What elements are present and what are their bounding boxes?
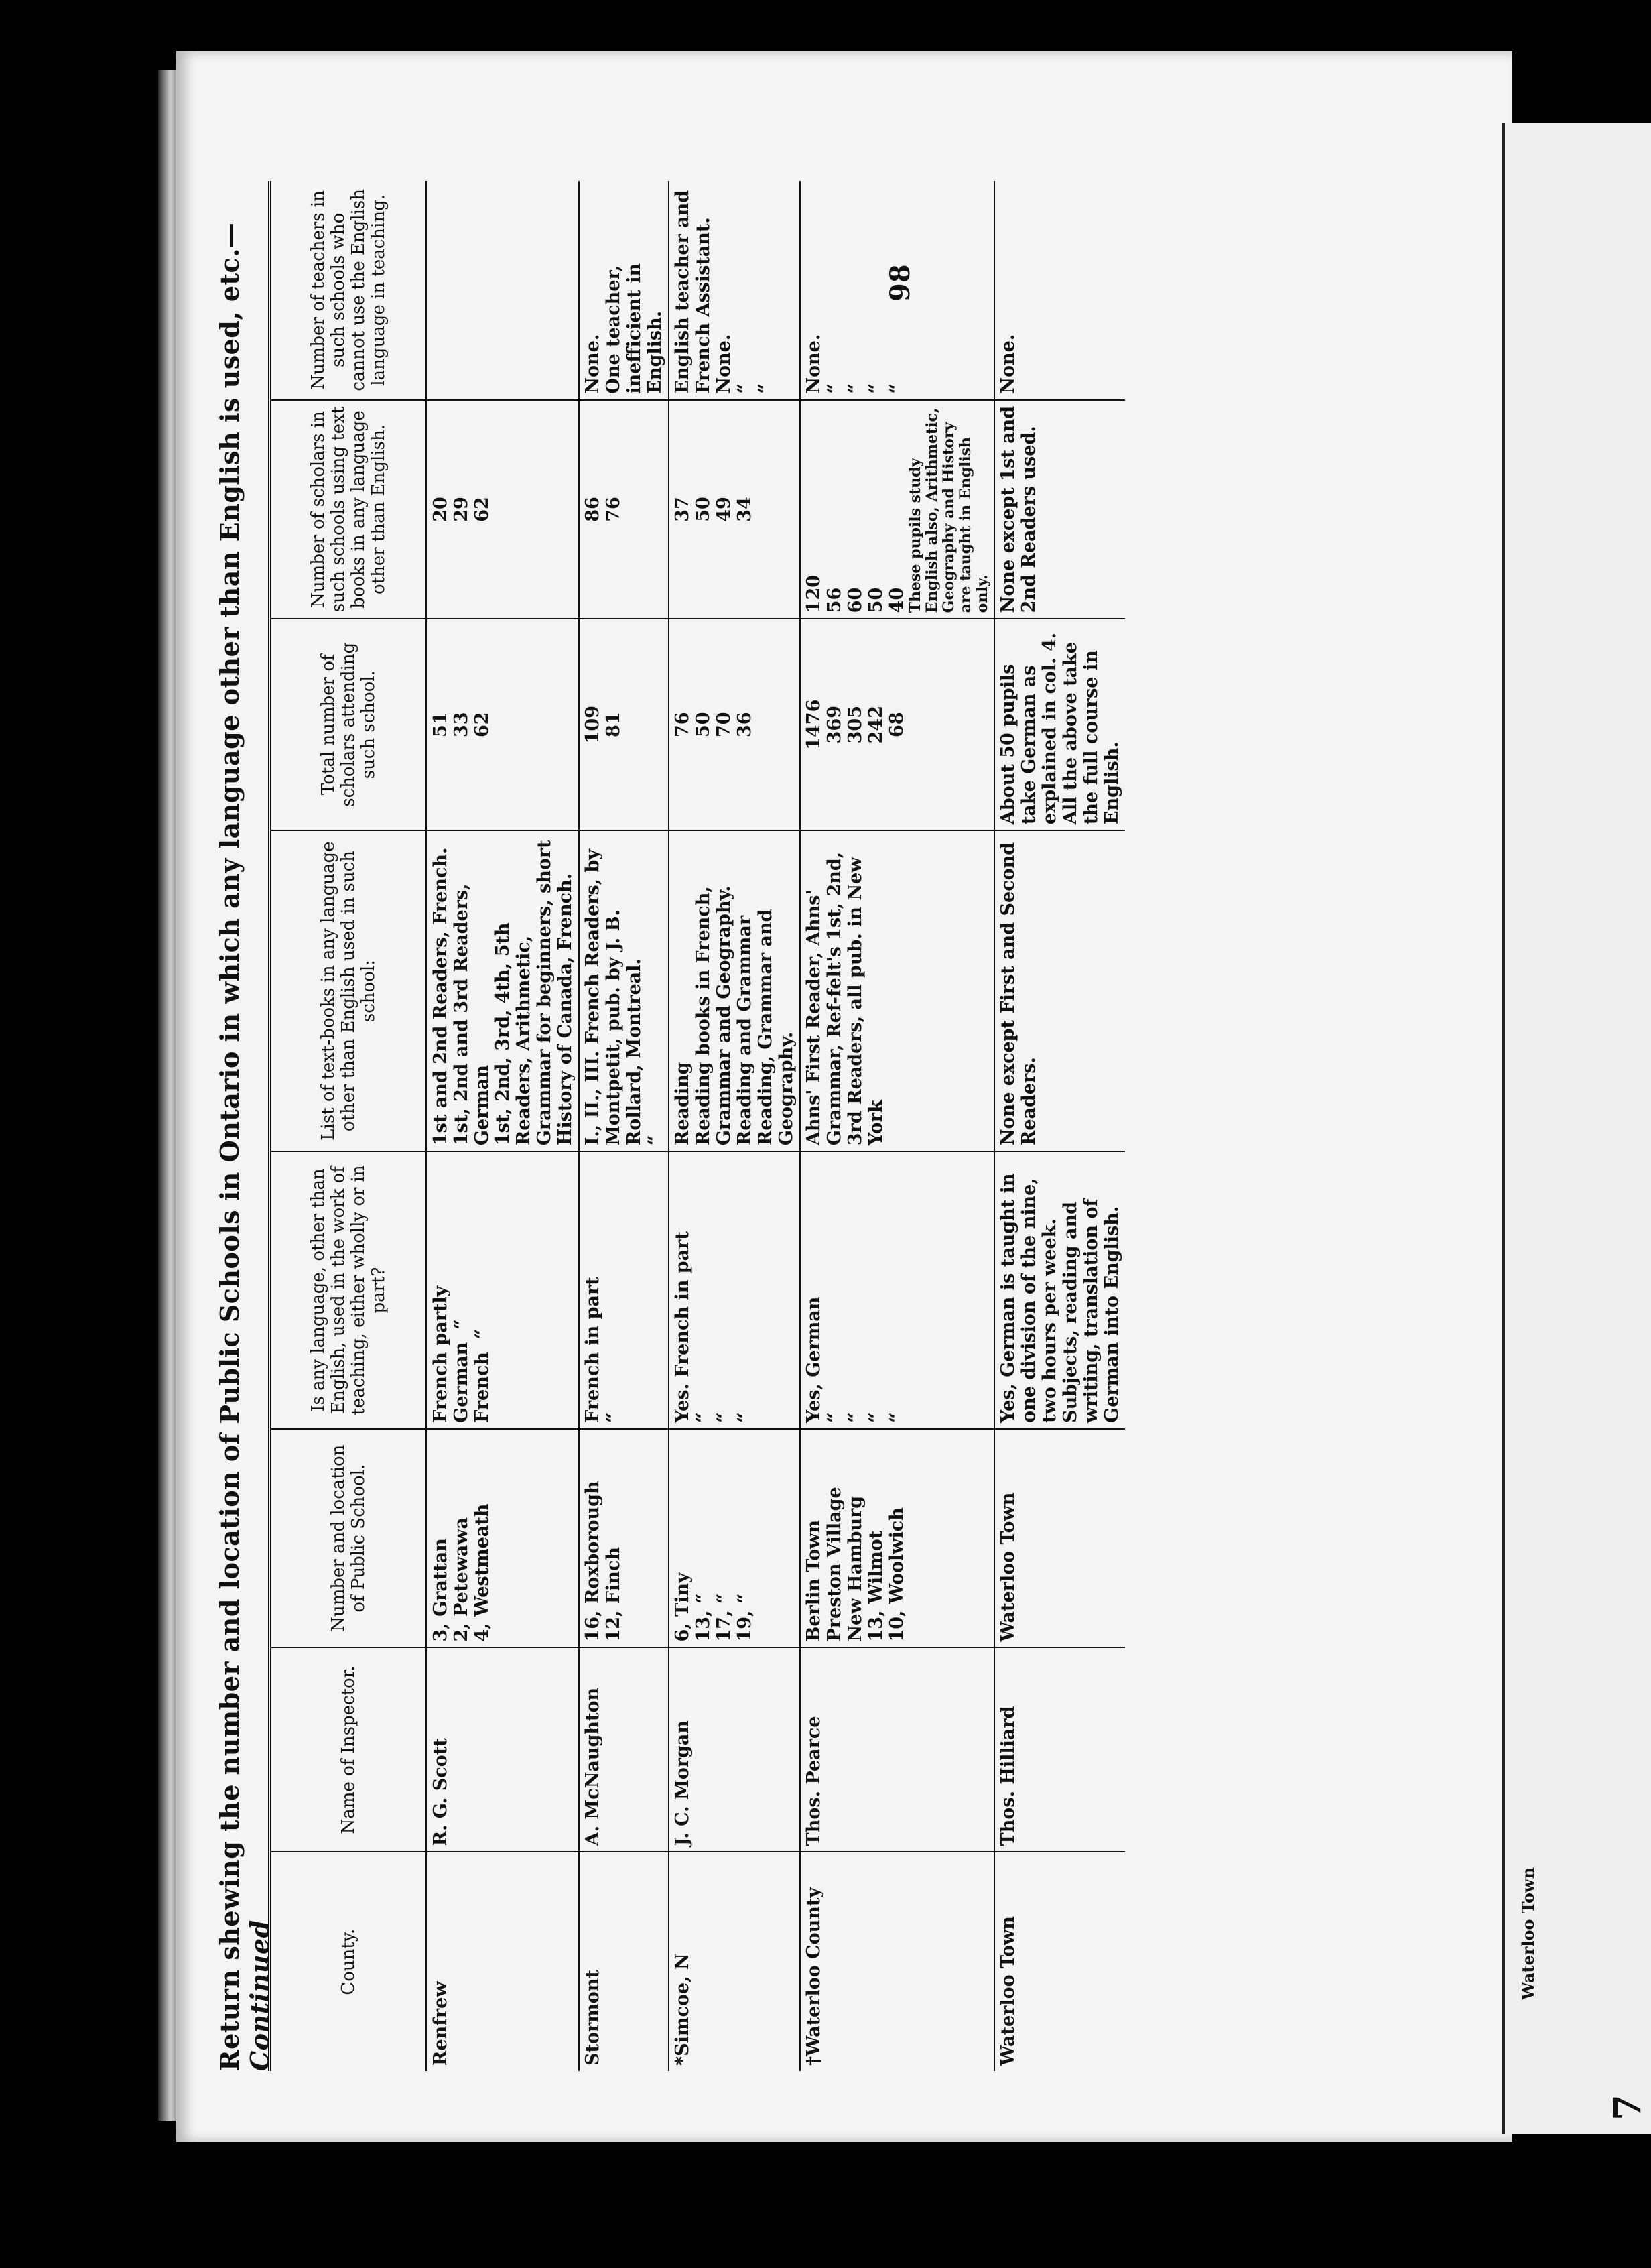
total-value: 81 bbox=[603, 712, 624, 737]
teachers-entry: “ bbox=[886, 383, 907, 394]
language-entry: “ bbox=[886, 1412, 907, 1423]
total-value: 51 bbox=[430, 712, 451, 737]
language-entry: “ bbox=[824, 1412, 845, 1423]
cell-inspector: J. C. Morgan bbox=[669, 1648, 800, 1852]
using-value: 34 bbox=[734, 497, 755, 522]
school-entry: 2, Petewawa bbox=[451, 1517, 472, 1642]
using-value: 20 bbox=[430, 497, 451, 522]
textbook-entry: Reading books in French, Grammar and Geography. bbox=[693, 879, 734, 1146]
school-entry: 12, Finch bbox=[603, 1547, 624, 1642]
textbook-entry: I., II., III. French Readers, by Montpetit, pub. by J. B. Rollard, Montreal. bbox=[582, 842, 645, 1146]
school-entry: 4, Westmeath bbox=[472, 1503, 492, 1642]
using-value: 40 bbox=[886, 587, 907, 613]
cell-textbooks bbox=[579, 830, 669, 1151]
cell-textbooks: None except First and Second Readers. bbox=[994, 830, 1125, 1151]
teachers-entry: “ bbox=[824, 383, 845, 394]
school-entry: 19, “ bbox=[734, 1593, 755, 1642]
using-note: These pupils study English also, Arithmetic, Geography and History are taught in English only. bbox=[907, 402, 991, 613]
total-value: 242 bbox=[866, 706, 886, 744]
using-value: 62 bbox=[472, 497, 492, 522]
language-entry: French “ bbox=[472, 1328, 492, 1423]
table-row-simcoe bbox=[669, 181, 800, 2071]
school-entry: 13, Wilmot bbox=[866, 1530, 886, 1642]
cell-language: Yes, German is taught in one division of the nine, two hours per week. Subjects, reading and writing, translation of German into English. bbox=[994, 1151, 1125, 1429]
using-value: 50 bbox=[866, 587, 886, 613]
language-entry: Yes. French in part bbox=[672, 1231, 693, 1423]
using-value: 37 bbox=[672, 497, 693, 522]
cell-schools bbox=[427, 1429, 580, 1648]
cell-using bbox=[427, 400, 580, 619]
language-entry: German “ bbox=[451, 1319, 472, 1423]
teachers-entry: None. bbox=[582, 334, 603, 394]
total-value: 50 bbox=[693, 712, 714, 737]
cell-schools bbox=[579, 1429, 669, 1648]
textbook-entry: 1st and 2nd Readers, French. bbox=[430, 847, 451, 1146]
textbook-entry: “ bbox=[645, 1135, 665, 1146]
cell-total bbox=[800, 619, 994, 830]
cell-teachers bbox=[800, 181, 994, 400]
table-header-row bbox=[270, 181, 427, 2071]
cell-using bbox=[579, 400, 669, 619]
cell-county: Stormont bbox=[579, 1852, 669, 2071]
col-header-using: Number of scholars in such schools using text books in any language other than English. bbox=[270, 400, 427, 619]
rotated-table-block bbox=[194, 60, 1467, 2098]
table-row-waterloo-county bbox=[800, 181, 994, 2071]
textbook-entry: Reading bbox=[672, 1062, 693, 1146]
total-value: 305 bbox=[845, 706, 866, 744]
school-entry: Preston Village bbox=[824, 1487, 845, 1642]
adjacent-page-text: Waterloo Town bbox=[1518, 1867, 1538, 2000]
total-value: 33 bbox=[451, 712, 472, 737]
total-value: 1476 bbox=[803, 699, 824, 750]
title-continued: Continued bbox=[245, 1919, 275, 2071]
cell-total bbox=[669, 619, 800, 830]
language-entry: French partly bbox=[430, 1285, 451, 1423]
cell-teachers: None. bbox=[998, 334, 1018, 394]
table-row-renfrew bbox=[427, 181, 580, 2071]
total-value: 109 bbox=[582, 706, 603, 744]
cell-county: †Waterloo County bbox=[800, 1852, 994, 2071]
school-entry: 16, Roxborough bbox=[582, 1480, 603, 1642]
total-value: 76 bbox=[672, 712, 693, 737]
using-value: 120 bbox=[803, 574, 824, 613]
cell-using bbox=[669, 400, 800, 619]
cell-teachers bbox=[579, 181, 669, 400]
cell-using bbox=[800, 400, 994, 619]
school-entry: 10, Woolwich bbox=[886, 1507, 907, 1642]
cell-textbooks bbox=[427, 830, 580, 1151]
language-entry: “ bbox=[693, 1412, 714, 1423]
cell-textbooks: Ahns' First Reader, Ahns' Grammar, Ref-felt's 1st, 2nd, 3rd Readers, all pub. in New York bbox=[800, 830, 994, 1151]
cell-textbooks bbox=[669, 830, 800, 1151]
cell-teachers bbox=[669, 181, 800, 400]
col-header-county: County. bbox=[270, 1852, 427, 2071]
using-value: 60 bbox=[845, 587, 866, 613]
school-entry: 6, Tiny bbox=[672, 1572, 693, 1642]
teachers-entry: “ bbox=[734, 383, 755, 394]
language-entry: “ bbox=[714, 1412, 734, 1423]
textbook-entry: 1st, 2nd, 3rd, 4th, 5th Readers, Arithmetic, Grammar for beginners, short History of Canada, French. bbox=[492, 834, 576, 1146]
language-entry: “ bbox=[734, 1412, 755, 1423]
book-spine bbox=[158, 70, 176, 2121]
teachers-entry: English teacher and French Assistant. bbox=[672, 184, 714, 394]
cell-schools bbox=[669, 1429, 800, 1648]
using-value: 86 bbox=[582, 497, 603, 522]
school-entry: Berlin Town bbox=[803, 1519, 824, 1642]
textbook-entry: Reading, Grammar and Geography. bbox=[755, 903, 797, 1146]
col-header-total: Total number of scholars attending such school. bbox=[270, 619, 427, 830]
using-value: 76 bbox=[603, 497, 624, 522]
cell-using: None except 1st and 2nd Readers used. bbox=[994, 400, 1125, 619]
language-entry: Yes, German bbox=[803, 1296, 824, 1423]
school-entry: 17, “ bbox=[714, 1593, 734, 1642]
adjacent-page-mark: 7 bbox=[1605, 2094, 1650, 2121]
school-entry: New Hamburg bbox=[845, 1495, 866, 1642]
title-main: Return shewing the number and location of Public Schools in Ontario in which any language other than English is used, etc.— bbox=[214, 222, 245, 2071]
returns-table bbox=[268, 181, 1125, 2071]
teachers-entry: “ bbox=[866, 383, 886, 394]
cell-total bbox=[579, 619, 669, 830]
language-entry: French in part bbox=[582, 1277, 603, 1423]
total-value: 70 bbox=[714, 712, 734, 737]
cell-language bbox=[669, 1151, 800, 1429]
total-value: 68 bbox=[886, 712, 907, 737]
page-number: 98 bbox=[884, 264, 916, 302]
col-header-language: Is any language, other than English, used in the work of teaching, either wholly or in part? bbox=[270, 1151, 427, 1429]
adjacent-page bbox=[1502, 123, 1651, 2134]
cell-county: Renfrew bbox=[427, 1852, 580, 2071]
col-header-inspector: Name of Inspector. bbox=[270, 1648, 427, 1852]
cell-county: *Simcoe, N bbox=[669, 1852, 800, 2071]
cell-schools bbox=[800, 1429, 994, 1648]
cell-schools: Waterloo Town bbox=[994, 1429, 1125, 1648]
using-value: 56 bbox=[824, 587, 845, 613]
cell-inspector: R. G. Scott bbox=[427, 1648, 580, 1852]
teachers-entry: “ bbox=[755, 383, 776, 394]
using-value: 50 bbox=[693, 497, 714, 522]
col-header-teachers: Number of teachers in such schools who cannot use the English language in teaching. bbox=[270, 181, 427, 400]
language-entry: “ bbox=[866, 1412, 886, 1423]
textbook-entry: 1st, 2nd and 3rd Readers, German bbox=[451, 877, 492, 1146]
teachers-entry: None. bbox=[803, 334, 824, 394]
table-row-waterloo-town bbox=[994, 181, 1125, 2071]
cell-total: About 50 pupils take German as explained in col. 4. All the above take the full course in English. bbox=[994, 619, 1125, 830]
cell-language bbox=[427, 1151, 580, 1429]
teachers-entry: None. bbox=[714, 334, 734, 394]
cell-inspector: Thos. Hilliard bbox=[994, 1648, 1125, 1852]
col-header-school: Number and location of Public School. bbox=[270, 1429, 427, 1648]
cell-total bbox=[427, 619, 580, 830]
school-entry: 3, Grattan bbox=[430, 1538, 451, 1642]
language-entry: “ bbox=[845, 1412, 866, 1423]
language-entry: “ bbox=[603, 1412, 624, 1423]
cell-teachers bbox=[427, 181, 580, 400]
cell-county: Waterloo Town bbox=[994, 1852, 1125, 2071]
cell-inspector: A. McNaughton bbox=[579, 1648, 669, 1852]
cell-language bbox=[800, 1151, 994, 1429]
col-header-textbooks: List of text-books in any language other than English used in such school: bbox=[270, 830, 427, 1151]
teachers-entry: One teacher, inefficient in English. bbox=[603, 257, 665, 394]
page-title bbox=[214, 127, 275, 2071]
school-entry: 13, “ bbox=[693, 1593, 714, 1642]
textbook-entry: Reading and Grammar bbox=[734, 915, 755, 1146]
teachers-entry: “ bbox=[845, 383, 866, 394]
using-value: 49 bbox=[714, 497, 734, 522]
using-value: 29 bbox=[451, 497, 472, 522]
cell-inspector: Thos. Pearce bbox=[800, 1648, 994, 1852]
total-value: 36 bbox=[734, 712, 755, 737]
cell-language bbox=[579, 1151, 669, 1429]
total-value: 62 bbox=[472, 712, 492, 737]
table-row-stormont bbox=[579, 181, 669, 2071]
total-value: 369 bbox=[824, 706, 845, 744]
adjacent-page-fragment bbox=[1505, 123, 1651, 2134]
